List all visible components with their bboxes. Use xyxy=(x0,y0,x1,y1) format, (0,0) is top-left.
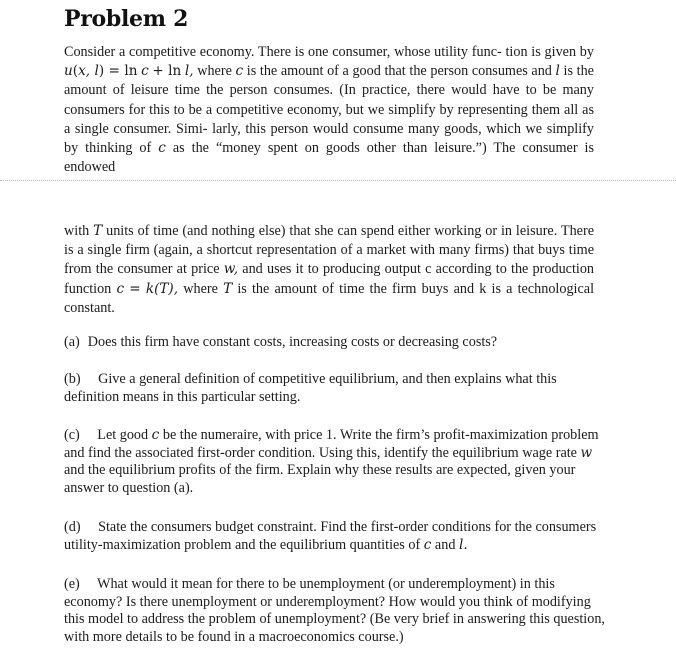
question-c: (c) Let good c be the numeraire, with price 1. Write the firm’s profit-maximization problem and find the associated first-order condition. Using this, identify the equilibrium wage rate w and the equilibrium profits of the firm. Explain why these results are expected, given your answer to question (a). xyxy=(64,427,599,496)
question-d: (d) State the consumers budget constraint. Find the first-order conditions for the consumers utility-maximization problem and the equilibrium quantities of c and l. xyxy=(64,519,597,553)
math-args: x, l xyxy=(78,63,99,80)
question-a: (a) Does this firm have constant costs, increasing costs or decreasing costs? xyxy=(64,334,498,350)
intro-paragraph: Consider a competitive economy. There is one consumer, whose utility func- tion is given by u(x, l) = ln c + ln l, where c is the amount of a good that the person consumes and l is the amount of leisure time the person consumes. (In practice, there would have to be many consumers for this to be a competitive economy, but we simplify by representing them all as a single consumer. Simi- larly, this person would consume many goods, which we simplify by thinking of c as the “money spent on goods other than leisure.”) The consumer is endowed xyxy=(64,44,595,176)
question-b: (b) Give a general definition of competitive equilibrium, and then explains what this definition means in this particular setting. xyxy=(64,371,557,405)
math-u: u xyxy=(64,63,73,80)
question-label: (a) xyxy=(64,334,80,350)
question-label: (b) xyxy=(64,371,81,387)
continuation-paragraph: with T units of time (and nothing else) that she can spend either working or in leisure. There is a single firm (again, a shortcut representation of a market with many firms) that buys time from the consumer at price w, and uses it to producing output c according to the production function c = k(T), where T is the amount of time the firm buys and k is a technological constant. xyxy=(64,223,595,316)
question-label: (d) xyxy=(64,519,81,535)
question-label: (c) xyxy=(64,427,80,443)
question-label: (e) xyxy=(64,576,80,592)
question-e: (e) What would it mean for there to be unemployment (or underemployment) in this economy? Is there unemployment or underemployment? How would you think of modifying this model to address the problem of unemployment? (Be very brief in answering this question, with more details to be found in a macroeconomics course.) xyxy=(64,576,605,645)
problem-title: Problem 2 xyxy=(64,6,189,32)
page-break-divider xyxy=(0,180,676,181)
